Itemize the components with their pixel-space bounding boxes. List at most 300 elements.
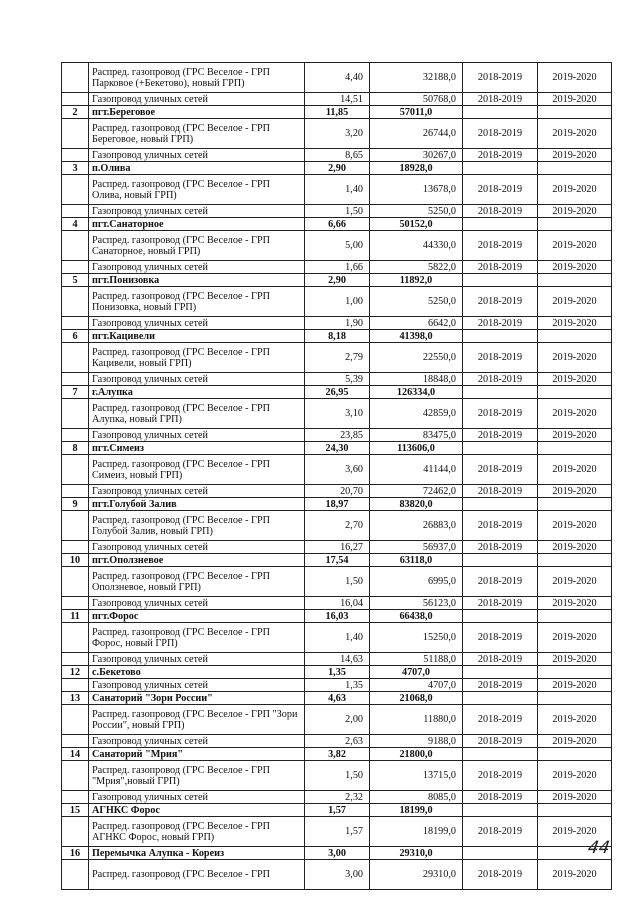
gas-pipeline-table xyxy=(61,62,612,890)
start-period-cell: 2018-2019 xyxy=(463,149,538,162)
start-period-cell xyxy=(463,274,538,287)
row-number-cell: 8 xyxy=(62,442,89,455)
start-period-cell xyxy=(463,106,538,119)
row-number-cell: 4 xyxy=(62,218,89,231)
cost-cell: 41398,0 xyxy=(370,330,463,343)
cost-cell: 26883,0 xyxy=(370,511,463,541)
end-period-cell: 2019-2020 xyxy=(538,860,612,890)
end-period-cell: 2019-2020 xyxy=(538,623,612,653)
start-period-cell: 2018-2019 xyxy=(463,175,538,205)
length-km-cell: 6,66 xyxy=(305,218,370,231)
start-period-cell: 2018-2019 xyxy=(463,343,538,373)
end-period-cell xyxy=(538,162,612,175)
length-km-cell: 18,97 xyxy=(305,498,370,511)
start-period-cell: 2018-2019 xyxy=(463,119,538,149)
cost-cell: 11892,0 xyxy=(370,274,463,287)
name-cell: АГНКС Форос xyxy=(89,804,305,817)
length-km-cell: 1,90 xyxy=(305,317,370,330)
cost-cell: 50768,0 xyxy=(370,93,463,106)
end-period-cell: 2019-2020 xyxy=(538,597,612,610)
length-km-cell: 16,04 xyxy=(305,597,370,610)
name-cell: Газопровод уличных сетей xyxy=(89,679,305,692)
row-number-cell xyxy=(62,205,89,218)
end-period-cell: 2019-2020 xyxy=(538,317,612,330)
length-km-cell: 1,57 xyxy=(305,804,370,817)
start-period-cell: 2018-2019 xyxy=(463,455,538,485)
cost-cell: 42859,0 xyxy=(370,399,463,429)
name-cell: пгт.Оползневое xyxy=(89,554,305,567)
row-number-cell: 3 xyxy=(62,162,89,175)
end-period-cell: 2019-2020 xyxy=(538,791,612,804)
row-number-cell: 7 xyxy=(62,386,89,399)
cost-cell: 8085,0 xyxy=(370,791,463,804)
length-km-cell: 5,39 xyxy=(305,373,370,386)
start-period-cell xyxy=(463,330,538,343)
table-row xyxy=(62,860,612,890)
table-row xyxy=(62,149,612,162)
section-row xyxy=(62,554,612,567)
cost-cell: 11880,0 xyxy=(370,705,463,735)
cost-cell: 15250,0 xyxy=(370,623,463,653)
length-km-cell: 2,32 xyxy=(305,791,370,804)
start-period-cell: 2018-2019 xyxy=(463,511,538,541)
row-number-cell xyxy=(62,231,89,261)
start-period-cell xyxy=(463,386,538,399)
end-period-cell xyxy=(538,386,612,399)
start-period-cell: 2018-2019 xyxy=(463,653,538,666)
table-row xyxy=(62,679,612,692)
cost-cell: 6995,0 xyxy=(370,567,463,597)
length-km-cell: 26,95 xyxy=(305,386,370,399)
length-km-cell: 3,82 xyxy=(305,748,370,761)
end-period-cell: 2019-2020 xyxy=(538,63,612,93)
row-number-cell xyxy=(62,705,89,735)
length-km-cell: 3,00 xyxy=(305,847,370,860)
end-period-cell: 2019-2020 xyxy=(538,231,612,261)
start-period-cell: 2018-2019 xyxy=(463,287,538,317)
cost-cell: 57011,0 xyxy=(370,106,463,119)
name-cell: Распред. газопровод (ГРС Веселое - ГРП xyxy=(89,860,305,890)
name-cell: Распред. газопровод (ГРС Веселое - ГРП "Мрия",новый ГРП) xyxy=(89,761,305,791)
row-number-cell: 15 xyxy=(62,804,89,817)
start-period-cell xyxy=(463,442,538,455)
cost-cell: 22550,0 xyxy=(370,343,463,373)
table-row xyxy=(62,653,612,666)
start-period-cell: 2018-2019 xyxy=(463,205,538,218)
name-cell: Распред. газопровод (ГРС Веселое - ГРП Санаторное, новый ГРП) xyxy=(89,231,305,261)
cost-cell: 5250,0 xyxy=(370,287,463,317)
row-number-cell xyxy=(62,653,89,666)
table-row xyxy=(62,399,612,429)
section-row xyxy=(62,218,612,231)
start-period-cell: 2018-2019 xyxy=(463,63,538,93)
cost-cell: 9188,0 xyxy=(370,735,463,748)
end-period-cell: 2019-2020 xyxy=(538,735,612,748)
end-period-cell: 2019-2020 xyxy=(538,287,612,317)
length-km-cell: 3,00 xyxy=(305,860,370,890)
row-number-cell xyxy=(62,119,89,149)
section-row xyxy=(62,748,612,761)
start-period-cell xyxy=(463,610,538,623)
row-number-cell: 12 xyxy=(62,666,89,679)
end-period-cell: 2019-2020 xyxy=(538,205,612,218)
name-cell: Газопровод уличных сетей xyxy=(89,541,305,554)
row-number-cell xyxy=(62,485,89,498)
start-period-cell: 2018-2019 xyxy=(463,567,538,597)
row-number-cell xyxy=(62,399,89,429)
cost-cell: 29310,0 xyxy=(370,847,463,860)
start-period-cell xyxy=(463,498,538,511)
row-number-cell xyxy=(62,63,89,93)
table-row xyxy=(62,791,612,804)
name-cell: Газопровод уличных сетей xyxy=(89,735,305,748)
cost-cell: 21068,0 xyxy=(370,692,463,705)
row-number-cell: 14 xyxy=(62,748,89,761)
start-period-cell: 2018-2019 xyxy=(463,541,538,554)
end-period-cell: 2019-2020 xyxy=(538,653,612,666)
end-period-cell: 2019-2020 xyxy=(538,261,612,274)
name-cell: Газопровод уличных сетей xyxy=(89,653,305,666)
end-period-cell xyxy=(538,748,612,761)
length-km-cell: 11,85 xyxy=(305,106,370,119)
row-number-cell xyxy=(62,511,89,541)
row-number-cell xyxy=(62,93,89,106)
cost-cell: 83475,0 xyxy=(370,429,463,442)
name-cell: Распред. газопровод (ГРС Веселое - ГРП Алупка, новый ГРП) xyxy=(89,399,305,429)
name-cell: Распред. газопровод (ГРС Веселое - ГРП Симеиз, новый ГРП) xyxy=(89,455,305,485)
start-period-cell: 2018-2019 xyxy=(463,93,538,106)
start-period-cell: 2018-2019 xyxy=(463,791,538,804)
row-number-cell xyxy=(62,735,89,748)
cost-cell: 44330,0 xyxy=(370,231,463,261)
start-period-cell: 2018-2019 xyxy=(463,860,538,890)
name-cell: п.Олива xyxy=(89,162,305,175)
table-row xyxy=(62,317,612,330)
row-number-cell xyxy=(62,149,89,162)
cost-cell: 13678,0 xyxy=(370,175,463,205)
cost-cell: 26744,0 xyxy=(370,119,463,149)
name-cell: с.Бекетово xyxy=(89,666,305,679)
name-cell: Распред. газопровод (ГРС Веселое - ГРП Береговое, новый ГРП) xyxy=(89,119,305,149)
section-row xyxy=(62,610,612,623)
name-cell: Распред. газопровод (ГРС Веселое - ГРП Олива, новый ГРП) xyxy=(89,175,305,205)
end-period-cell: 2019-2020 xyxy=(538,343,612,373)
length-km-cell: 2,79 xyxy=(305,343,370,373)
name-cell: Газопровод уличных сетей xyxy=(89,791,305,804)
cost-cell: 5822,0 xyxy=(370,261,463,274)
row-number-cell xyxy=(62,567,89,597)
end-period-cell xyxy=(538,274,612,287)
name-cell: Санаторий "Мрия" xyxy=(89,748,305,761)
length-km-cell: 5,00 xyxy=(305,231,370,261)
end-period-cell xyxy=(538,804,612,817)
length-km-cell: 8,18 xyxy=(305,330,370,343)
section-row xyxy=(62,162,612,175)
end-period-cell: 2019-2020 xyxy=(538,175,612,205)
length-km-cell: 1,35 xyxy=(305,679,370,692)
name-cell: Газопровод уличных сетей xyxy=(89,149,305,162)
length-km-cell: 2,70 xyxy=(305,511,370,541)
cost-cell: 83820,0 xyxy=(370,498,463,511)
row-number-cell: 13 xyxy=(62,692,89,705)
end-period-cell xyxy=(538,610,612,623)
start-period-cell: 2018-2019 xyxy=(463,399,538,429)
length-km-cell: 2,90 xyxy=(305,162,370,175)
start-period-cell xyxy=(463,554,538,567)
row-number-cell: 5 xyxy=(62,274,89,287)
end-period-cell xyxy=(538,330,612,343)
table-row xyxy=(62,287,612,317)
page-number: 44 xyxy=(586,838,612,858)
end-period-cell: 2019-2020 xyxy=(538,485,612,498)
start-period-cell: 2018-2019 xyxy=(463,373,538,386)
name-cell: пгт.Кацивели xyxy=(89,330,305,343)
length-km-cell: 2,63 xyxy=(305,735,370,748)
row-number-cell xyxy=(62,343,89,373)
end-period-cell: 2019-2020 xyxy=(538,567,612,597)
name-cell: Распред. газопровод (ГРС Веселое - ГРП Парковое (+Бекетово), новый ГРП) xyxy=(89,63,305,93)
length-km-cell: 24,30 xyxy=(305,442,370,455)
section-row xyxy=(62,498,612,511)
end-period-cell: 2019-2020 xyxy=(538,541,612,554)
end-period-cell: 2019-2020 xyxy=(538,705,612,735)
start-period-cell: 2018-2019 xyxy=(463,761,538,791)
table-row xyxy=(62,175,612,205)
start-period-cell xyxy=(463,218,538,231)
end-period-cell: 2019-2020 xyxy=(538,93,612,106)
start-period-cell xyxy=(463,847,538,860)
table-row xyxy=(62,623,612,653)
table-row xyxy=(62,231,612,261)
table-row xyxy=(62,93,612,106)
row-number-cell xyxy=(62,261,89,274)
row-number-cell: 6 xyxy=(62,330,89,343)
table-row xyxy=(62,373,612,386)
start-period-cell xyxy=(463,804,538,817)
length-km-cell: 2,00 xyxy=(305,705,370,735)
name-cell: пгт.Понизовка xyxy=(89,274,305,287)
section-row xyxy=(62,106,612,119)
length-km-cell: 1,57 xyxy=(305,817,370,847)
start-period-cell: 2018-2019 xyxy=(463,485,538,498)
end-period-cell: 2019-2020 xyxy=(538,399,612,429)
cost-cell: 41144,0 xyxy=(370,455,463,485)
cost-cell: 113606,0 xyxy=(370,442,463,455)
name-cell: Распред. газопровод (ГРС Веселое - ГРП Оползневое, новый ГРП) xyxy=(89,567,305,597)
length-km-cell: 4,40 xyxy=(305,63,370,93)
name-cell: Газопровод уличных сетей xyxy=(89,485,305,498)
table-row xyxy=(62,119,612,149)
end-period-cell: 2019-2020 xyxy=(538,119,612,149)
length-km-cell: 1,40 xyxy=(305,175,370,205)
length-km-cell: 8,65 xyxy=(305,149,370,162)
length-km-cell: 3,60 xyxy=(305,455,370,485)
table-body xyxy=(62,63,612,890)
length-km-cell: 1,66 xyxy=(305,261,370,274)
cost-cell: 51188,0 xyxy=(370,653,463,666)
length-km-cell: 14,51 xyxy=(305,93,370,106)
row-number-cell xyxy=(62,817,89,847)
cost-cell: 4707,0 xyxy=(370,679,463,692)
end-period-cell: 2019-2020 xyxy=(538,761,612,791)
row-number-cell xyxy=(62,175,89,205)
section-row xyxy=(62,442,612,455)
row-number-cell: 2 xyxy=(62,106,89,119)
end-period-cell: 2019-2020 xyxy=(538,679,612,692)
start-period-cell: 2018-2019 xyxy=(463,623,538,653)
table-row xyxy=(62,63,612,93)
start-period-cell: 2018-2019 xyxy=(463,261,538,274)
section-row xyxy=(62,804,612,817)
length-km-cell: 3,10 xyxy=(305,399,370,429)
cost-cell: 18199,0 xyxy=(370,817,463,847)
end-period-cell xyxy=(538,554,612,567)
row-number-cell: 16 xyxy=(62,847,89,860)
start-period-cell: 2018-2019 xyxy=(463,735,538,748)
end-period-cell xyxy=(538,666,612,679)
start-period-cell xyxy=(463,666,538,679)
table-row xyxy=(62,705,612,735)
row-number-cell xyxy=(62,679,89,692)
name-cell: пгт.Симеиз xyxy=(89,442,305,455)
end-period-cell: 2019-2020 xyxy=(538,817,612,847)
name-cell: Распред. газопровод (ГРС Веселое - ГРП Кацивели, новый ГРП) xyxy=(89,343,305,373)
table-row xyxy=(62,455,612,485)
start-period-cell xyxy=(463,748,538,761)
name-cell: г.Алупка xyxy=(89,386,305,399)
end-period-cell: 2019-2020 xyxy=(538,373,612,386)
length-km-cell: 1,50 xyxy=(305,567,370,597)
cost-cell: 18928,0 xyxy=(370,162,463,175)
start-period-cell xyxy=(463,692,538,705)
cost-cell: 29310,0 xyxy=(370,860,463,890)
end-period-cell: 2019-2020 xyxy=(538,455,612,485)
cost-cell: 72462,0 xyxy=(370,485,463,498)
end-period-cell xyxy=(538,218,612,231)
start-period-cell xyxy=(463,162,538,175)
length-km-cell: 1,00 xyxy=(305,287,370,317)
name-cell: Распред. газопровод (ГРС Веселое - ГРП "Зори России", новый ГРП) xyxy=(89,705,305,735)
section-row xyxy=(62,274,612,287)
table-row xyxy=(62,735,612,748)
row-number-cell xyxy=(62,791,89,804)
table-row xyxy=(62,511,612,541)
start-period-cell: 2018-2019 xyxy=(463,429,538,442)
start-period-cell: 2018-2019 xyxy=(463,317,538,330)
cost-cell: 30267,0 xyxy=(370,149,463,162)
section-row xyxy=(62,386,612,399)
row-number-cell: 10 xyxy=(62,554,89,567)
name-cell: Газопровод уличных сетей xyxy=(89,93,305,106)
section-row xyxy=(62,330,612,343)
name-cell: Газопровод уличных сетей xyxy=(89,597,305,610)
name-cell: Газопровод уличных сетей xyxy=(89,373,305,386)
length-km-cell: 3,20 xyxy=(305,119,370,149)
length-km-cell: 1,35 xyxy=(305,666,370,679)
start-period-cell: 2018-2019 xyxy=(463,597,538,610)
length-km-cell: 1,50 xyxy=(305,205,370,218)
table-row xyxy=(62,567,612,597)
row-number-cell xyxy=(62,761,89,791)
table-row xyxy=(62,817,612,847)
cost-cell: 21800,0 xyxy=(370,748,463,761)
cost-cell: 5250,0 xyxy=(370,205,463,218)
name-cell: Санаторий "Зори России" xyxy=(89,692,305,705)
name-cell: пгт.Санаторное xyxy=(89,218,305,231)
cost-cell: 6642,0 xyxy=(370,317,463,330)
length-km-cell: 17,54 xyxy=(305,554,370,567)
table-row xyxy=(62,261,612,274)
name-cell: Газопровод уличных сетей xyxy=(89,317,305,330)
row-number-cell xyxy=(62,429,89,442)
row-number-cell xyxy=(62,317,89,330)
row-number-cell xyxy=(62,455,89,485)
cost-cell: 32188,0 xyxy=(370,63,463,93)
row-number-cell xyxy=(62,541,89,554)
row-number-cell xyxy=(62,373,89,386)
row-number-cell: 11 xyxy=(62,610,89,623)
end-period-cell: 2019-2020 xyxy=(538,429,612,442)
name-cell: Распред. газопровод (ГРС Веселое - ГРП АГНКС Форос, новый ГРП) xyxy=(89,817,305,847)
table-row xyxy=(62,597,612,610)
row-number-cell xyxy=(62,860,89,890)
row-number-cell xyxy=(62,597,89,610)
end-period-cell xyxy=(538,106,612,119)
cost-cell: 56937,0 xyxy=(370,541,463,554)
table-row xyxy=(62,485,612,498)
length-km-cell: 4,63 xyxy=(305,692,370,705)
cost-cell: 50152,0 xyxy=(370,218,463,231)
length-km-cell: 16,27 xyxy=(305,541,370,554)
table-row xyxy=(62,429,612,442)
name-cell: Газопровод уличных сетей xyxy=(89,205,305,218)
length-km-cell: 16,03 xyxy=(305,610,370,623)
cost-cell: 18848,0 xyxy=(370,373,463,386)
length-km-cell: 1,50 xyxy=(305,761,370,791)
end-period-cell: 2019-2020 xyxy=(538,149,612,162)
name-cell: Распред. газопровод (ГРС Веселое - ГРП Понизовка, новый ГРП) xyxy=(89,287,305,317)
start-period-cell: 2018-2019 xyxy=(463,705,538,735)
cost-cell: 66438,0 xyxy=(370,610,463,623)
end-period-cell xyxy=(538,498,612,511)
length-km-cell: 20,70 xyxy=(305,485,370,498)
end-period-cell xyxy=(538,692,612,705)
cost-cell: 4707,0 xyxy=(370,666,463,679)
section-row xyxy=(62,847,612,860)
cost-cell: 63118,0 xyxy=(370,554,463,567)
cost-cell: 18199,0 xyxy=(370,804,463,817)
length-km-cell: 2,90 xyxy=(305,274,370,287)
table-row xyxy=(62,343,612,373)
name-cell: Распред. газопровод (ГРС Веселое - ГРП Форос, новый ГРП) xyxy=(89,623,305,653)
start-period-cell: 2018-2019 xyxy=(463,817,538,847)
end-period-cell: 2019-2020 xyxy=(538,511,612,541)
name-cell: пгт.Форос xyxy=(89,610,305,623)
cost-cell: 56123,0 xyxy=(370,597,463,610)
name-cell: Газопровод уличных сетей xyxy=(89,261,305,274)
cost-cell: 13715,0 xyxy=(370,761,463,791)
table-row xyxy=(62,761,612,791)
table-row xyxy=(62,205,612,218)
row-number-cell: 9 xyxy=(62,498,89,511)
section-row xyxy=(62,692,612,705)
length-km-cell: 1,40 xyxy=(305,623,370,653)
table-row xyxy=(62,541,612,554)
start-period-cell: 2018-2019 xyxy=(463,679,538,692)
length-km-cell: 23,85 xyxy=(305,429,370,442)
name-cell: Распред. газопровод (ГРС Веселое - ГРП Голубой Залив, новый ГРП) xyxy=(89,511,305,541)
name-cell: Перемычка Алупка - Кореиз xyxy=(89,847,305,860)
